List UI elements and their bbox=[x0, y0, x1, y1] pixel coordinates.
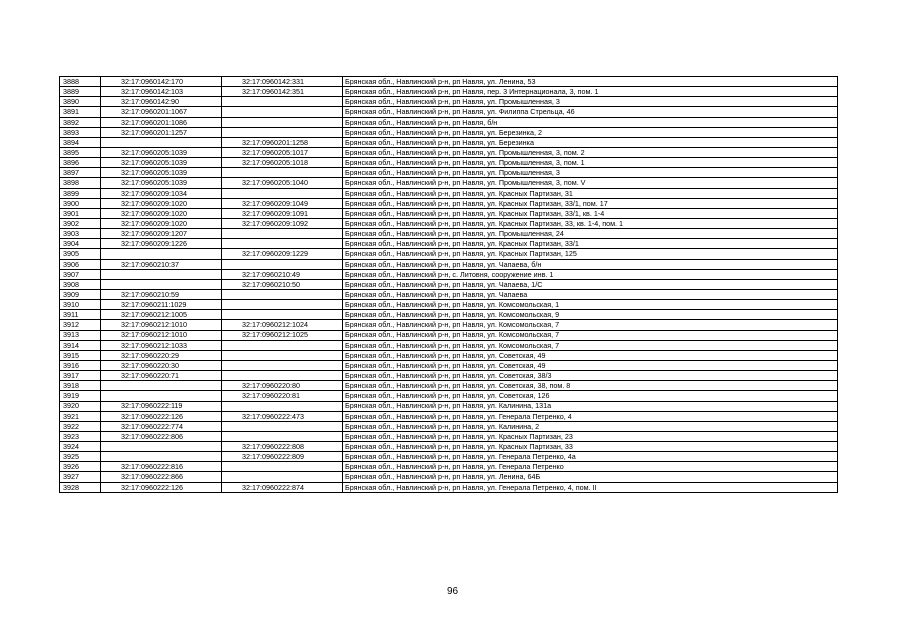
table-row bbox=[60, 127, 838, 137]
table-row bbox=[60, 97, 838, 107]
cadastral-number-text: 32:17:0960201:1257 bbox=[121, 127, 187, 137]
cadastral-number-text: 32:17:0960209:1020 bbox=[121, 208, 187, 218]
cadastral-number-text: 32:17:0960211:1029 bbox=[121, 300, 187, 310]
object-number-cell bbox=[222, 411, 343, 421]
page-number: 96 bbox=[446, 586, 459, 597]
object-number-cell bbox=[222, 117, 343, 127]
table-row bbox=[60, 198, 838, 208]
row-number-cell: 3924 bbox=[60, 442, 101, 452]
row-number-cell: 3895 bbox=[60, 147, 101, 157]
parcel-number-cell bbox=[101, 462, 222, 472]
table-row bbox=[60, 137, 838, 147]
object-number-cell bbox=[222, 198, 343, 208]
parcel-number-cell bbox=[101, 77, 222, 87]
address-cell: Брянская обл., Навлинский р-н, рп Навля, ул. Комсомольская, 9 bbox=[343, 310, 838, 320]
cadastral-number-text: 32:17:0960210:50 bbox=[242, 279, 300, 289]
object-number-cell bbox=[222, 97, 343, 107]
address-cell: Брянская обл., Навлинский р-н, рп Навля, ул. Генерала Петренко, 4а bbox=[343, 452, 838, 462]
table-row bbox=[60, 411, 838, 421]
address-cell: Брянская обл., Навлинский р-н, рп Навля, ул. Генерала Петренко bbox=[343, 462, 838, 472]
table-row bbox=[60, 107, 838, 117]
row-number-cell: 3899 bbox=[60, 188, 101, 198]
parcel-number-cell bbox=[101, 310, 222, 320]
parcel-number-cell bbox=[101, 269, 222, 279]
cadastral-number-text: 32:17:0960209:1207 bbox=[121, 229, 187, 239]
registry-table bbox=[59, 76, 838, 493]
parcel-number-cell bbox=[101, 218, 222, 228]
table-row bbox=[60, 320, 838, 330]
table-row bbox=[60, 360, 838, 370]
object-number-cell bbox=[222, 330, 343, 340]
object-number-cell bbox=[222, 137, 343, 147]
parcel-number-cell bbox=[101, 97, 222, 107]
cadastral-number-text: 32:17:0960201:1258 bbox=[242, 137, 308, 147]
address-cell: Брянская обл., Навлинский р-н, рп Навля, ул. Березинка, 2 bbox=[343, 127, 838, 137]
cadastral-number-text: 32:17:0960220:30 bbox=[121, 360, 179, 370]
row-number-cell: 3919 bbox=[60, 391, 101, 401]
cadastral-number-text: 32:17:0960201:1067 bbox=[121, 107, 187, 117]
cadastral-number-text: 32:17:0960142:170 bbox=[121, 76, 183, 86]
address-cell: Брянская обл., Навлинский р-н, рп Навля, ул. Чапаева, б/н bbox=[343, 259, 838, 269]
address-cell: Брянская обл., Навлинский р-н, рп Навля, ул. Комсомольская, 7 bbox=[343, 320, 838, 330]
table-row bbox=[60, 117, 838, 127]
object-number-cell bbox=[222, 269, 343, 279]
parcel-number-cell bbox=[101, 391, 222, 401]
table-row bbox=[60, 350, 838, 360]
parcel-number-cell bbox=[101, 421, 222, 431]
object-number-cell bbox=[222, 462, 343, 472]
cadastral-number-text: 32:17:0960212:1033 bbox=[121, 340, 187, 350]
table-row bbox=[60, 178, 838, 188]
address-cell: Брянская обл., Навлинский р-н, рп Навля, ул. Промышленная, 3 bbox=[343, 168, 838, 178]
object-number-cell bbox=[222, 391, 343, 401]
object-number-cell bbox=[222, 350, 343, 360]
row-number-cell: 3912 bbox=[60, 320, 101, 330]
table-row bbox=[60, 452, 838, 462]
cadastral-number-text: 32:17:0960212:1025 bbox=[242, 330, 308, 340]
parcel-number-cell bbox=[101, 401, 222, 411]
address-cell: Брянская обл., Навлинский р-н, рп Навля, ул. Красных Партизан, 23 bbox=[343, 431, 838, 441]
object-number-cell bbox=[222, 381, 343, 391]
cadastral-number-text: 32:17:0960222:808 bbox=[242, 442, 304, 452]
cadastral-number-text: 32:17:0960142:331 bbox=[242, 76, 304, 86]
cadastral-number-text: 32:17:0960220:80 bbox=[242, 381, 300, 391]
parcel-number-cell bbox=[101, 381, 222, 391]
cadastral-number-text: 32:17:0960142:351 bbox=[242, 87, 304, 97]
table-row bbox=[60, 482, 838, 492]
address-cell: Брянская обл., Навлинский р-н, рп Навля, ул. Березинка bbox=[343, 137, 838, 147]
object-number-cell bbox=[222, 77, 343, 87]
parcel-number-cell bbox=[101, 229, 222, 239]
registry-table-body bbox=[60, 77, 838, 493]
row-number-cell: 3910 bbox=[60, 300, 101, 310]
object-number-cell bbox=[222, 300, 343, 310]
object-number-cell bbox=[222, 431, 343, 441]
object-number-cell bbox=[222, 360, 343, 370]
cadastral-number-text: 32:17:0960209:1226 bbox=[121, 239, 187, 249]
row-number-cell: 3913 bbox=[60, 330, 101, 340]
table-row bbox=[60, 462, 838, 472]
parcel-number-cell bbox=[101, 340, 222, 350]
table-row bbox=[60, 147, 838, 157]
cadastral-number-text: 32:17:0960142:90 bbox=[121, 97, 179, 107]
cadastral-number-text: 32:17:0960222:119 bbox=[121, 401, 183, 411]
object-number-cell bbox=[222, 442, 343, 452]
parcel-number-cell bbox=[101, 249, 222, 259]
address-cell: Брянская обл., Навлинский р-н, рп Навля, ул. Красных Партизан, 33, кв. 1-4, пом. 1 bbox=[343, 218, 838, 228]
table-row bbox=[60, 431, 838, 441]
object-number-cell bbox=[222, 279, 343, 289]
address-cell: Брянская обл., Навлинский р-н, рп Навля, ул. Промышленная, 3, пом. 2 bbox=[343, 147, 838, 157]
object-number-cell bbox=[222, 208, 343, 218]
cadastral-number-text: 32:17:0960222:816 bbox=[121, 462, 183, 472]
object-number-cell bbox=[222, 147, 343, 157]
address-cell: Брянская обл., Навлинский р-н, рп Навля, ул. Калинина, 131а bbox=[343, 401, 838, 411]
parcel-number-cell bbox=[101, 239, 222, 249]
address-cell: Брянская обл., Навлинский р-н, рп Навля, ул. Промышленная, 3, пом. V bbox=[343, 178, 838, 188]
parcel-number-cell bbox=[101, 137, 222, 147]
table-row bbox=[60, 87, 838, 97]
row-number-cell: 3928 bbox=[60, 482, 101, 492]
cadastral-number-text: 32:17:0960220:81 bbox=[242, 391, 300, 401]
table-row bbox=[60, 340, 838, 350]
address-cell: Брянская обл., Навлинский р-н, рп Навля, ул. Красных Партизан, 33 bbox=[343, 442, 838, 452]
table-row bbox=[60, 77, 838, 87]
address-cell: Брянская обл., Навлинский р-н, рп Навля, ул. Красных Партизан, 33/1, пом. 17 bbox=[343, 198, 838, 208]
table-row bbox=[60, 300, 838, 310]
cadastral-number-text: 32:17:0960212:1005 bbox=[121, 310, 187, 320]
table-row bbox=[60, 158, 838, 168]
address-cell: Брянская обл., Навлинский р-н, рп Навля, ул. Комсомольская, 7 bbox=[343, 340, 838, 350]
address-cell: Брянская обл., Навлинский р-н, рп Навля, ул. Красных Партизан, 31 bbox=[343, 188, 838, 198]
address-cell: Брянская обл., Навлинский р-н, рп Навля, ул. Ленина, 53 bbox=[343, 77, 838, 87]
parcel-number-cell bbox=[101, 482, 222, 492]
cadastral-number-text: 32:17:0960222:473 bbox=[242, 411, 304, 421]
object-number-cell bbox=[222, 289, 343, 299]
cadastral-number-text: 32:17:0960205:1039 bbox=[121, 158, 187, 168]
address-cell: Брянская обл., Навлинский р-н, рп Навля, ул. Комсомольская, 7 bbox=[343, 330, 838, 340]
cadastral-number-text: 32:17:0960222:809 bbox=[242, 452, 304, 462]
parcel-number-cell bbox=[101, 350, 222, 360]
table-row bbox=[60, 259, 838, 269]
parcel-number-cell bbox=[101, 452, 222, 462]
table-row bbox=[60, 239, 838, 249]
table-row bbox=[60, 218, 838, 228]
cadastral-number-text: 32:17:0960210:49 bbox=[242, 269, 300, 279]
table-row bbox=[60, 188, 838, 198]
object-number-cell bbox=[222, 229, 343, 239]
object-number-cell bbox=[222, 168, 343, 178]
cadastral-number-text: 32:17:0960205:1018 bbox=[242, 158, 308, 168]
cadastral-number-text: 32:17:0960222:126 bbox=[121, 482, 183, 492]
table-row bbox=[60, 208, 838, 218]
address-cell: Брянская обл., Навлинский р-н, рп Навля, ул. Промышленная, 3 bbox=[343, 97, 838, 107]
cadastral-number-text: 32:17:0960222:126 bbox=[121, 411, 183, 421]
parcel-number-cell bbox=[101, 158, 222, 168]
address-cell: Брянская обл., Навлинский р-н, рп Навля, ул. Генерала Петренко, 4, пом. II bbox=[343, 482, 838, 492]
row-number-cell: 3894 bbox=[60, 137, 101, 147]
row-number-cell: 3927 bbox=[60, 472, 101, 482]
cadastral-number-text: 32:17:0960212:1010 bbox=[121, 330, 187, 340]
cadastral-number-text: 32:17:0960209:1034 bbox=[121, 188, 187, 198]
address-cell: Брянская обл., Навлинский р-н, рп Навля, ул. Генерала Петренко, 4 bbox=[343, 411, 838, 421]
object-number-cell bbox=[222, 371, 343, 381]
object-number-cell bbox=[222, 188, 343, 198]
cadastral-number-text: 32:17:0960220:71 bbox=[121, 371, 179, 381]
row-number-cell: 3889 bbox=[60, 87, 101, 97]
row-number-cell: 3921 bbox=[60, 411, 101, 421]
cadastral-number-text: 32:17:0960209:1092 bbox=[242, 218, 308, 228]
address-cell: Брянская обл., Навлинский р-н, рп Навля, ул. Советская, 38/3 bbox=[343, 371, 838, 381]
row-number-cell: 3909 bbox=[60, 289, 101, 299]
row-number-cell: 3902 bbox=[60, 218, 101, 228]
cadastral-number-text: 32:17:0960205:1017 bbox=[242, 147, 308, 157]
table-row bbox=[60, 401, 838, 411]
object-number-cell bbox=[222, 421, 343, 431]
cadastral-number-text: 32:17:0960210:37 bbox=[121, 259, 179, 269]
registry-table-container bbox=[59, 76, 838, 493]
cadastral-number-text: 32:17:0960222:874 bbox=[242, 482, 304, 492]
object-number-cell bbox=[222, 218, 343, 228]
parcel-number-cell bbox=[101, 431, 222, 441]
row-number-cell: 3904 bbox=[60, 239, 101, 249]
table-row bbox=[60, 269, 838, 279]
table-row bbox=[60, 229, 838, 239]
row-number-cell: 3905 bbox=[60, 249, 101, 259]
cadastral-number-text: 32:17:0960201:1086 bbox=[121, 117, 187, 127]
object-number-cell bbox=[222, 249, 343, 259]
cadastral-number-text: 32:17:0960222:774 bbox=[121, 421, 183, 431]
parcel-number-cell bbox=[101, 127, 222, 137]
table-row bbox=[60, 310, 838, 320]
parcel-number-cell bbox=[101, 320, 222, 330]
table-row bbox=[60, 279, 838, 289]
cadastral-number-text: 32:17:0960210:59 bbox=[121, 289, 179, 299]
cadastral-number-text: 32:17:0960222:866 bbox=[121, 472, 183, 482]
address-cell: Брянская обл., Навлинский р-н, рп Навля, ул. Красных Партизан, 33/1, кв. 1-4 bbox=[343, 208, 838, 218]
row-number-cell: 3914 bbox=[60, 340, 101, 350]
object-number-cell bbox=[222, 340, 343, 350]
row-number-cell: 3888 bbox=[60, 77, 101, 87]
cadastral-number-text: 32:17:0960209:1020 bbox=[121, 218, 187, 228]
row-number-cell: 3908 bbox=[60, 279, 101, 289]
address-cell: Брянская обл., Навлинский р-н, рп Навля, ул. Советская, 126 bbox=[343, 391, 838, 401]
cadastral-number-text: 32:17:0960222:806 bbox=[121, 431, 183, 441]
address-cell: Брянская обл., Навлинский р-н, рп Навля, ул. Филиппа Стрельца, 46 bbox=[343, 107, 838, 117]
table-row bbox=[60, 381, 838, 391]
row-number-cell: 3925 bbox=[60, 452, 101, 462]
row-number-cell: 3896 bbox=[60, 158, 101, 168]
address-cell: Брянская обл., Навлинский р-н, рп Навля, пер. 3 Интернационала, 3, пом. 1 bbox=[343, 87, 838, 97]
address-cell: Брянская обл., Навлинский р-н, с. Литовня, сооружение инв. 1 bbox=[343, 269, 838, 279]
address-cell: Брянская обл., Навлинский р-н, рп Навля, ул. Советская, 38, пом. 8 bbox=[343, 381, 838, 391]
object-number-cell bbox=[222, 158, 343, 168]
parcel-number-cell bbox=[101, 147, 222, 157]
table-row bbox=[60, 421, 838, 431]
parcel-number-cell bbox=[101, 411, 222, 421]
object-number-cell bbox=[222, 482, 343, 492]
parcel-number-cell bbox=[101, 178, 222, 188]
parcel-number-cell bbox=[101, 117, 222, 127]
row-number-cell: 3893 bbox=[60, 127, 101, 137]
parcel-number-cell bbox=[101, 279, 222, 289]
object-number-cell bbox=[222, 107, 343, 117]
table-row bbox=[60, 472, 838, 482]
row-number-cell: 3922 bbox=[60, 421, 101, 431]
parcel-number-cell bbox=[101, 472, 222, 482]
object-number-cell bbox=[222, 401, 343, 411]
table-row bbox=[60, 371, 838, 381]
row-number-cell: 3897 bbox=[60, 168, 101, 178]
object-number-cell bbox=[222, 239, 343, 249]
table-row bbox=[60, 391, 838, 401]
cadastral-number-text: 32:17:0960205:1040 bbox=[242, 178, 308, 188]
object-number-cell bbox=[222, 87, 343, 97]
address-cell: Брянская обл., Навлинский р-н, рп Навля, б/н bbox=[343, 117, 838, 127]
row-number-cell: 3917 bbox=[60, 371, 101, 381]
row-number-cell: 3923 bbox=[60, 431, 101, 441]
row-number-cell: 3911 bbox=[60, 310, 101, 320]
row-number-cell: 3900 bbox=[60, 198, 101, 208]
parcel-number-cell bbox=[101, 188, 222, 198]
parcel-number-cell bbox=[101, 107, 222, 117]
parcel-number-cell bbox=[101, 87, 222, 97]
row-number-cell: 3898 bbox=[60, 178, 101, 188]
cadastral-number-text: 32:17:0960205:1039 bbox=[121, 168, 187, 178]
parcel-number-cell bbox=[101, 371, 222, 381]
address-cell: Брянская обл., Навлинский р-н, рп Навля, ул. Чапаева, 1/С bbox=[343, 279, 838, 289]
row-number-cell: 3915 bbox=[60, 350, 101, 360]
object-number-cell bbox=[222, 452, 343, 462]
table-row bbox=[60, 330, 838, 340]
address-cell: Брянская обл., Навлинский р-н, рп Навля, ул. Красных Партизан, 125 bbox=[343, 249, 838, 259]
address-cell: Брянская обл., Навлинский р-н, рп Навля, ул. Ленина, 64Б bbox=[343, 472, 838, 482]
parcel-number-cell bbox=[101, 442, 222, 452]
cadastral-number-text: 32:17:0960209:1049 bbox=[242, 198, 308, 208]
cadastral-number-text: 32:17:0960205:1039 bbox=[121, 147, 187, 157]
object-number-cell bbox=[222, 320, 343, 330]
row-number-cell: 3907 bbox=[60, 269, 101, 279]
row-number-cell: 3890 bbox=[60, 97, 101, 107]
parcel-number-cell bbox=[101, 198, 222, 208]
address-cell: Брянская обл., Навлинский р-н, рп Навля, ул. Калинина, 2 bbox=[343, 421, 838, 431]
cadastral-number-text: 32:17:0960212:1010 bbox=[121, 320, 187, 330]
table-row bbox=[60, 442, 838, 452]
row-number-cell: 3920 bbox=[60, 401, 101, 411]
parcel-number-cell bbox=[101, 300, 222, 310]
cadastral-number-text: 32:17:0960209:1229 bbox=[242, 249, 308, 259]
object-number-cell bbox=[222, 472, 343, 482]
row-number-cell: 3891 bbox=[60, 107, 101, 117]
object-number-cell bbox=[222, 310, 343, 320]
address-cell: Брянская обл., Навлинский р-н, рп Навля, ул. Чапаева bbox=[343, 289, 838, 299]
address-cell: Брянская обл., Навлинский р-н, рп Навля, ул. Комсомольская, 1 bbox=[343, 300, 838, 310]
object-number-cell bbox=[222, 259, 343, 269]
address-cell: Брянская обл., Навлинский р-н, рп Навля, ул. Красных Партизан, 33/1 bbox=[343, 239, 838, 249]
cadastral-number-text: 32:17:0960212:1024 bbox=[242, 320, 308, 330]
row-number-cell: 3903 bbox=[60, 229, 101, 239]
parcel-number-cell bbox=[101, 208, 222, 218]
cadastral-number-text: 32:17:0960209:1091 bbox=[242, 208, 308, 218]
address-cell: Брянская обл., Навлинский р-н, рп Навля, ул. Советская, 49 bbox=[343, 360, 838, 370]
parcel-number-cell bbox=[101, 360, 222, 370]
address-cell: Брянская обл., Навлинский р-н, рп Навля, ул. Советская, 49 bbox=[343, 350, 838, 360]
cadastral-number-text: 32:17:0960205:1039 bbox=[121, 178, 187, 188]
object-number-cell bbox=[222, 127, 343, 137]
cadastral-number-text: 32:17:0960209:1020 bbox=[121, 198, 187, 208]
row-number-cell: 3918 bbox=[60, 381, 101, 391]
parcel-number-cell bbox=[101, 289, 222, 299]
table-row bbox=[60, 168, 838, 178]
parcel-number-cell bbox=[101, 168, 222, 178]
parcel-number-cell bbox=[101, 259, 222, 269]
table-row bbox=[60, 249, 838, 259]
table-row bbox=[60, 289, 838, 299]
row-number-cell: 3892 bbox=[60, 117, 101, 127]
row-number-cell: 3926 bbox=[60, 462, 101, 472]
cadastral-number-text: 32:17:0960142:103 bbox=[121, 87, 183, 97]
address-cell: Брянская обл., Навлинский р-н, рп Навля, ул. Промышленная, 24 bbox=[343, 229, 838, 239]
row-number-cell: 3901 bbox=[60, 208, 101, 218]
row-number-cell: 3916 bbox=[60, 360, 101, 370]
row-number-cell: 3906 bbox=[60, 259, 101, 269]
object-number-cell bbox=[222, 178, 343, 188]
parcel-number-cell bbox=[101, 330, 222, 340]
address-cell: Брянская обл., Навлинский р-н, рп Навля, ул. Промышленная, 3, пом. 1 bbox=[343, 158, 838, 168]
cadastral-number-text: 32:17:0960220:29 bbox=[121, 350, 179, 360]
